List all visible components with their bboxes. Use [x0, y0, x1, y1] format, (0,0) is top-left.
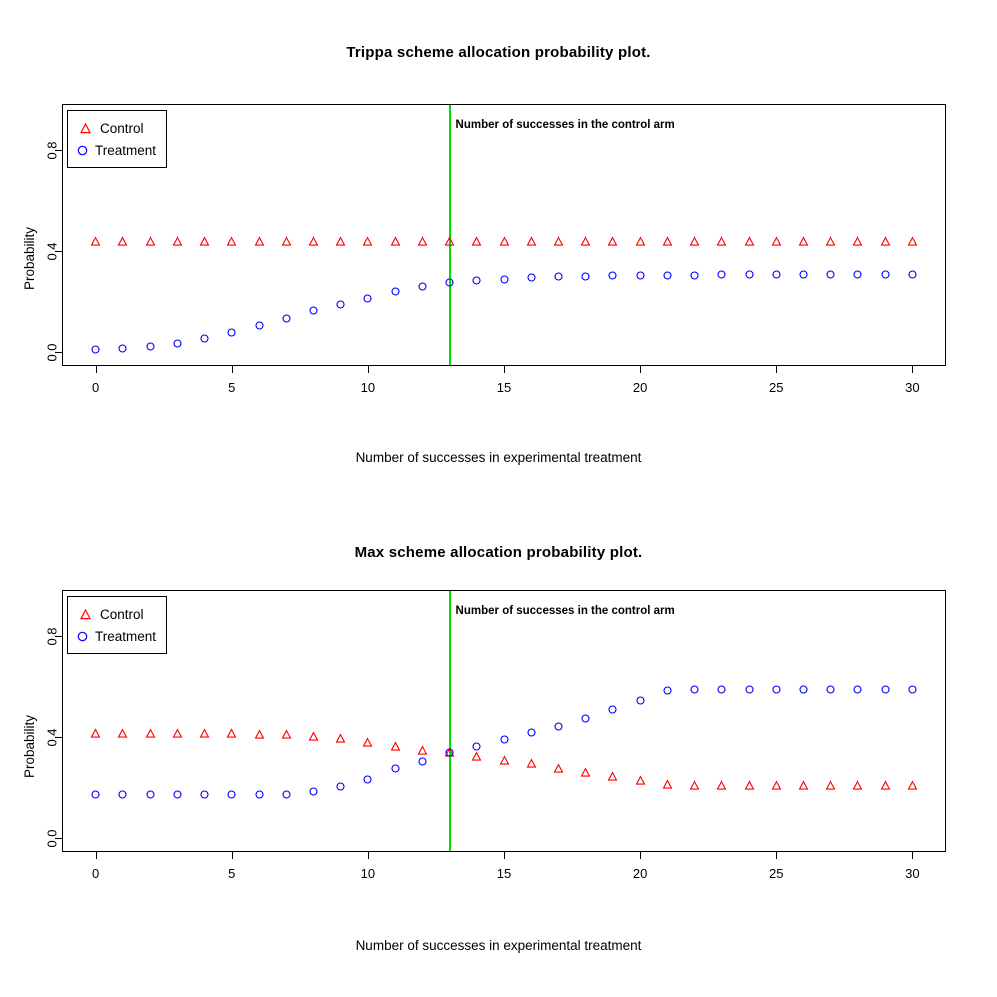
data-point — [255, 237, 264, 246]
data-point — [745, 237, 754, 246]
data-point — [363, 294, 372, 303]
data-point — [309, 306, 318, 315]
legend-label-control: Control — [100, 120, 144, 136]
data-point — [146, 237, 155, 246]
data-point — [581, 714, 590, 723]
data-point — [118, 790, 127, 799]
plot-box — [62, 590, 946, 852]
data-point — [500, 756, 509, 765]
data-point — [608, 772, 617, 781]
data-point — [772, 781, 781, 790]
data-point — [336, 782, 345, 791]
x-tick-label: 25 — [768, 866, 784, 881]
y-tick-label-wrap — [26, 343, 60, 362]
data-point — [690, 685, 699, 694]
data-point — [608, 705, 617, 714]
data-point — [527, 273, 536, 282]
data-point — [581, 272, 590, 281]
data-point — [472, 752, 481, 761]
data-point — [418, 757, 427, 766]
data-point — [309, 237, 318, 246]
data-point — [255, 730, 264, 739]
data-point — [336, 300, 345, 309]
plot-box — [62, 104, 946, 366]
x-tick — [504, 366, 505, 373]
data-point — [227, 729, 236, 738]
data-point — [309, 732, 318, 741]
data-point — [663, 686, 672, 695]
data-point — [853, 237, 862, 246]
circle-icon — [76, 631, 89, 642]
data-point — [173, 729, 182, 738]
circle-icon — [76, 145, 89, 156]
data-point — [717, 685, 726, 694]
data-point — [636, 776, 645, 785]
triangle-icon — [76, 609, 94, 620]
data-point — [200, 237, 209, 246]
x-tick — [368, 366, 369, 373]
data-point — [608, 237, 617, 246]
page-title: Trippa scheme allocation probability plot. — [346, 44, 651, 61]
data-point — [663, 237, 672, 246]
data-point — [636, 271, 645, 280]
data-point — [282, 730, 291, 739]
y-tick-label: 0.8 — [44, 141, 60, 160]
x-tick — [504, 852, 505, 859]
x-tick-label: 5 — [228, 380, 236, 395]
data-point — [745, 685, 754, 694]
y-tick-label: 0.0 — [44, 829, 60, 848]
data-point — [91, 790, 100, 799]
data-point — [908, 237, 917, 246]
data-point — [690, 237, 699, 246]
x-axis-label: Number of successes in experimental treatment — [355, 938, 642, 953]
data-point — [500, 237, 509, 246]
data-point — [608, 271, 617, 280]
data-point — [908, 685, 917, 694]
data-point — [717, 237, 726, 246]
x-tick — [232, 852, 233, 859]
x-tick — [640, 366, 641, 373]
data-point — [336, 734, 345, 743]
x-tick — [232, 366, 233, 373]
data-point — [554, 764, 563, 773]
data-point — [363, 775, 372, 784]
data-point — [91, 729, 100, 738]
x-tick — [912, 852, 913, 859]
x-tick-label: 10 — [360, 380, 376, 395]
x-tick — [368, 852, 369, 859]
data-point — [282, 790, 291, 799]
data-point — [418, 282, 427, 291]
data-point — [881, 781, 890, 790]
x-tick-label: 25 — [768, 380, 784, 395]
x-tick — [640, 852, 641, 859]
data-point — [799, 270, 808, 279]
data-point — [391, 742, 400, 751]
plot-area — [63, 591, 945, 851]
data-point — [772, 270, 781, 279]
data-point — [500, 735, 509, 744]
data-point — [527, 759, 536, 768]
data-point — [908, 270, 917, 279]
data-point — [799, 781, 808, 790]
control-arm-vline-label: Number of successes in the control arm — [455, 605, 675, 617]
data-point — [391, 764, 400, 773]
data-point — [173, 339, 182, 348]
legend-item-control — [76, 603, 156, 625]
y-tick-label-wrap — [26, 728, 60, 747]
legend-label-treatment: Treatment — [94, 142, 156, 158]
data-point — [853, 685, 862, 694]
x-tick-label: 20 — [632, 380, 648, 395]
data-point — [200, 790, 209, 799]
data-point — [227, 237, 236, 246]
data-point — [200, 729, 209, 738]
data-point — [881, 237, 890, 246]
data-point — [336, 237, 345, 246]
data-point — [554, 272, 563, 281]
data-point — [391, 287, 400, 296]
x-tick-label: 15 — [496, 866, 512, 881]
y-tick-label-wrap — [26, 627, 60, 646]
legend-label-treatment: Treatment — [94, 628, 156, 644]
data-point — [282, 314, 291, 323]
chart-panel-max — [0, 500, 997, 997]
data-point — [554, 237, 563, 246]
data-point — [881, 270, 890, 279]
data-point — [118, 344, 127, 353]
y-axis-label: Probability — [22, 714, 37, 778]
x-tick-label: 20 — [632, 866, 648, 881]
data-point — [255, 321, 264, 330]
data-point — [853, 270, 862, 279]
x-tick — [776, 366, 777, 373]
data-point — [581, 237, 590, 246]
control-arm-vline — [449, 105, 451, 365]
data-point — [146, 342, 155, 351]
data-point — [227, 790, 236, 799]
y-tick-label: 0.0 — [44, 343, 60, 362]
legend — [67, 596, 167, 654]
x-axis-label: Number of successes in experimental treatment — [355, 450, 642, 465]
x-tick-label: 5 — [228, 866, 236, 881]
legend-item-control — [76, 117, 156, 139]
data-point — [636, 237, 645, 246]
data-point — [636, 696, 645, 705]
data-point — [772, 237, 781, 246]
data-point — [91, 345, 100, 354]
data-point — [745, 781, 754, 790]
data-point — [527, 728, 536, 737]
x-tick-label: 0 — [92, 380, 100, 395]
legend-item-treatment — [76, 139, 156, 161]
data-point — [581, 768, 590, 777]
data-point — [173, 237, 182, 246]
data-point — [227, 328, 236, 337]
data-point — [799, 237, 808, 246]
x-tick — [776, 852, 777, 859]
data-point — [118, 237, 127, 246]
x-tick-label: 30 — [905, 380, 920, 395]
x-tick-label: 10 — [360, 866, 376, 881]
control-arm-vline — [449, 591, 451, 851]
data-point — [772, 685, 781, 694]
data-point — [663, 271, 672, 280]
data-point — [282, 237, 291, 246]
data-point — [472, 742, 481, 751]
x-tick — [96, 366, 97, 373]
y-tick-label-wrap — [26, 829, 60, 848]
data-point — [826, 781, 835, 790]
control-arm-vline-label: Number of successes in the control arm — [455, 119, 675, 131]
data-point — [690, 271, 699, 280]
x-tick-label: 0 — [92, 866, 100, 881]
data-point — [826, 237, 835, 246]
data-point — [418, 746, 427, 755]
data-point — [554, 722, 563, 731]
data-point — [853, 781, 862, 790]
data-point — [363, 738, 372, 747]
data-point — [146, 790, 155, 799]
data-point — [908, 781, 917, 790]
data-point — [527, 237, 536, 246]
x-tick-label: 30 — [905, 866, 920, 881]
y-tick-label-wrap — [26, 242, 60, 261]
data-point — [690, 781, 699, 790]
y-tick-label-wrap — [26, 141, 60, 160]
legend-label-control: Control — [100, 606, 144, 622]
data-point — [91, 237, 100, 246]
data-point — [309, 787, 318, 796]
page-title: Max scheme allocation probability plot. — [354, 544, 643, 561]
data-point — [255, 790, 264, 799]
y-tick-label: 0.4 — [44, 728, 60, 747]
data-point — [826, 685, 835, 694]
data-point — [717, 270, 726, 279]
data-point — [363, 237, 372, 246]
data-point — [391, 237, 400, 246]
data-point — [200, 334, 209, 343]
x-tick — [96, 852, 97, 859]
data-point — [418, 237, 427, 246]
data-point — [881, 685, 890, 694]
data-point — [146, 729, 155, 738]
y-tick-label: 0.8 — [44, 627, 60, 646]
data-point — [663, 780, 672, 789]
y-axis-label: Probability — [22, 226, 37, 290]
plot-area — [63, 105, 945, 365]
data-point — [799, 685, 808, 694]
data-point — [826, 270, 835, 279]
data-point — [472, 237, 481, 246]
data-point — [500, 275, 509, 284]
data-point — [745, 270, 754, 279]
data-point — [118, 729, 127, 738]
data-point — [472, 276, 481, 285]
y-tick-label: 0.4 — [44, 242, 60, 261]
triangle-icon — [76, 123, 94, 134]
x-tick — [912, 366, 913, 373]
legend — [67, 110, 167, 168]
legend-item-treatment — [76, 625, 156, 647]
data-point — [173, 790, 182, 799]
data-point — [717, 781, 726, 790]
x-tick-label: 15 — [496, 380, 512, 395]
